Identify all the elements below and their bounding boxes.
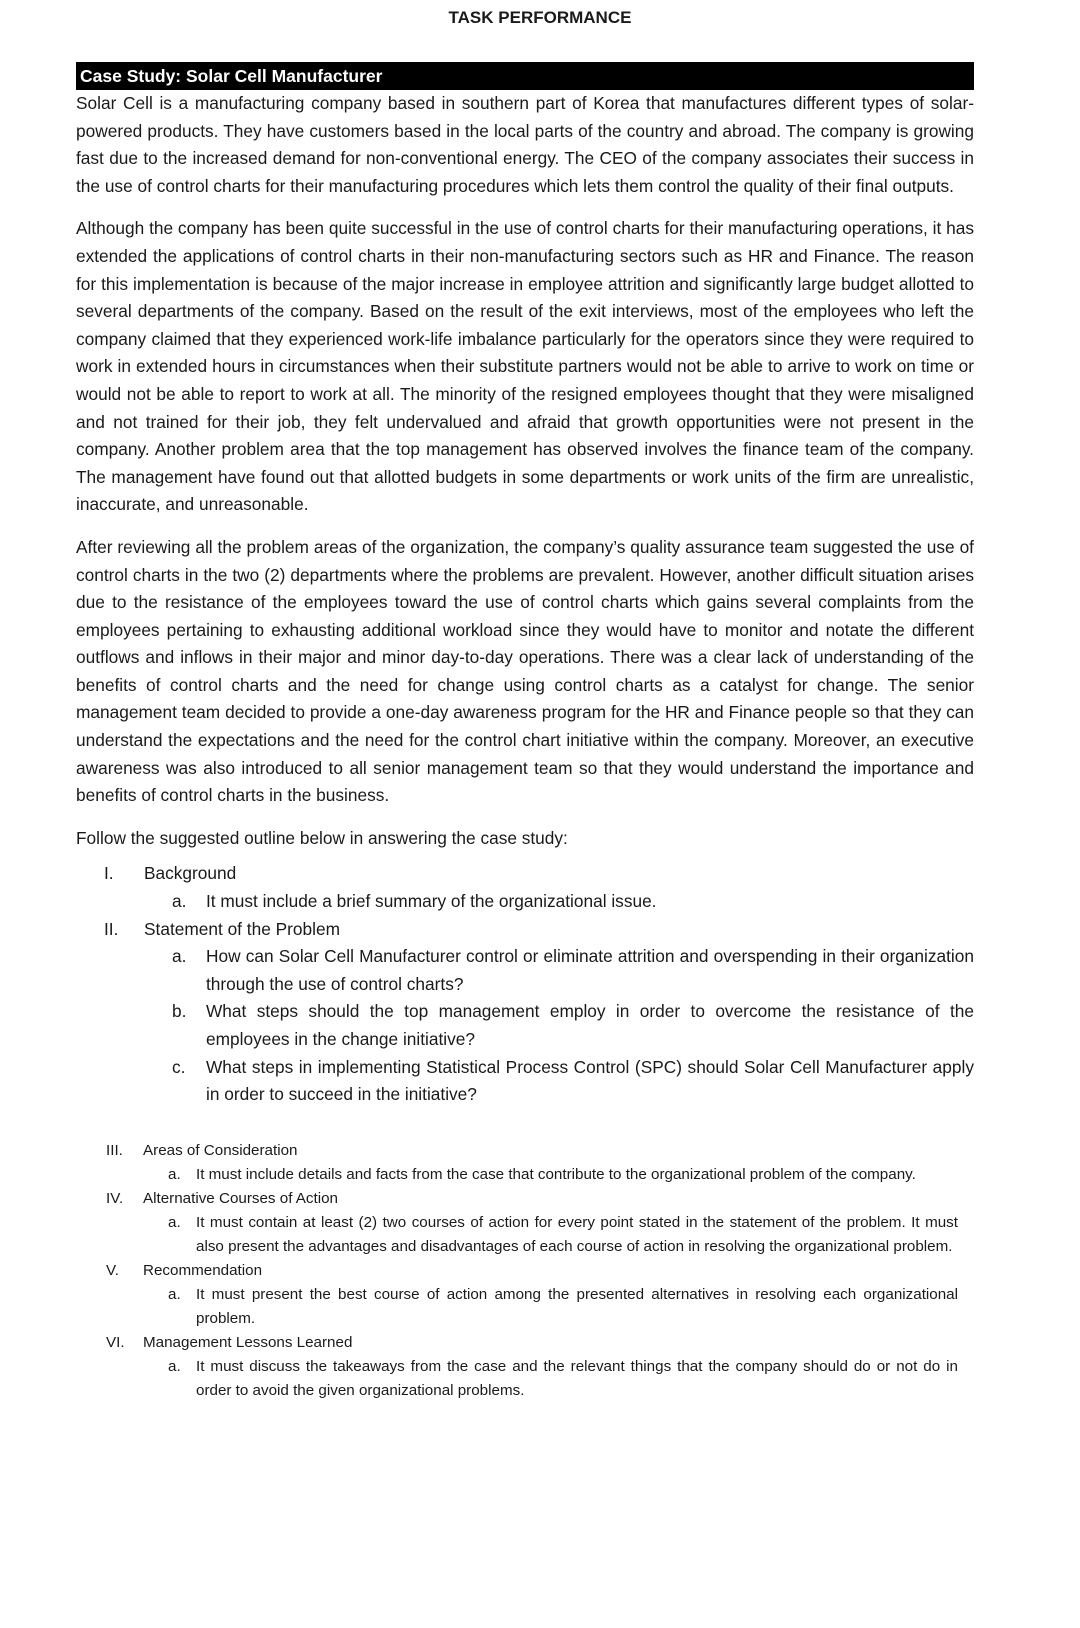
section-label: Statement of the Problem: [144, 918, 340, 939]
item-letter: b.: [172, 1001, 187, 1022]
item-text: What steps should the top management employ in order to overcome the resistance of the employees in the change initiative?: [206, 1001, 974, 1049]
item-text: What steps in implementing Statistical Process Control (SPC) should Solar Cell Manufacturer apply in order to succeed in the initiative?: [206, 1056, 974, 1105]
document-body: [76, 62, 974, 1403]
section-number: IV.: [106, 1189, 124, 1207]
section-label: Recommendation: [143, 1261, 263, 1279]
item-text: It must contain at least (2) two courses of action for every point stated in the statement of the problem. It must also present the advantages and disadvantages of each course of action in resolving the organizational problem.: [196, 1213, 958, 1255]
item-letter: a.: [168, 1285, 181, 1303]
item-text: It must discuss the takeaways from the case and the relevant things that the company should do or not do in order to avoid the given organizational problems.: [196, 1357, 958, 1399]
section-number: II.: [104, 918, 119, 939]
section-label: Management Lessons Learned: [143, 1333, 353, 1351]
paragraph: Solar Cell is a manufacturing company based in southern part of Korea that manufactures different types of solar-powered products. They have customers based in the local parts of the country and abroad. The company is growing fast due to the increased demand for non-conventional energy. The CEO of the company associates their success in the use of control charts for their manufacturing procedures which lets them control the quality of their final outputs.: [76, 93, 974, 196]
outline-section: [76, 1331, 974, 1355]
outline-item: [76, 998, 974, 1053]
outline-item: [76, 1054, 974, 1109]
outline-item: [76, 888, 974, 916]
outline-section: [76, 860, 974, 888]
outline-section: [76, 916, 974, 944]
item-letter: a.: [168, 1213, 181, 1231]
item-letter: a.: [172, 946, 187, 967]
section-number: VI.: [106, 1333, 125, 1351]
item-text: It must include a brief summary of the organizational issue.: [206, 891, 657, 912]
case-study-header: Case Study: Solar Cell Manufacturer: [76, 62, 974, 90]
section-number: III.: [106, 1141, 123, 1159]
outline-item: [76, 943, 974, 998]
item-text: How can Solar Cell Manufacturer control or eliminate attrition and overspending in their organization through the use of control charts?: [206, 946, 974, 994]
item-letter: c.: [172, 1056, 186, 1077]
item-letter: a.: [168, 1165, 181, 1183]
paragraph: After reviewing all the problem areas of the organization, the company’s quality assurance team suggested the use of control charts in the two (2) departments where the problems are prevalent. However, another difficult situation arises due to the resistance of the employees toward the use of control charts which gains several complaints from the employees pertaining to exhausting additional workload since they would have to monitor and notate the different outflows and inflows in their major and minor day-to-day operations. There was a clear lack of understanding of the benefits of control charts and the need for change using control charts as a catalyst for change. The senior management team decided to provide a one-day awareness program for the HR and Finance people so that they can understand the expectations and the need for the control chart initiative within the company. Moreover, an executive awareness was also introduced to all senior management team so that they would understand the importance and benefits of control charts in the business.: [76, 536, 974, 806]
item-text: It must present the best course of action among the presented alternatives in resolving each organizational problem.: [196, 1285, 958, 1327]
paragraph: Follow the suggested outline below in answering the case study:: [76, 827, 568, 848]
paragraph: Although the company has been quite successful in the use of control charts for their manufacturing operations, it has extended the applications of control charts in their non-manufacturing sectors such as HR and Finance. The reason for this implementation is because of the major increase in employee attrition and significantly large budget allotted to several departments of the company. Based on the result of the exit interviews, most of the employees who left the company claimed that they experienced work-life imbalance particularly for the operators since they were required to work in extended hours in circumstances when their substitute partners would not be able to arrive to work on time or would not be able to report to work at all. The minority of the resigned employees thought that they were misaligned and not trained for their job, they felt undervalued and afraid that growth opportunities were not present in the company. Another problem area that the top management has observed involves the finance team of the company. The management have found out that allotted budgets in some departments or work units of the firm are unrealistic, inaccurate, and unreasonable.: [76, 218, 974, 515]
outline-section: [76, 1259, 974, 1283]
section-label: Alternative Courses of Action: [143, 1189, 339, 1207]
section-label: Areas of Consideration: [143, 1141, 298, 1159]
document-title: TASK PERFORMANCE: [448, 8, 632, 27]
section-number: I.: [104, 863, 114, 884]
item-letter: a.: [172, 891, 187, 912]
item-letter: a.: [168, 1357, 181, 1375]
outline-section: [76, 1187, 974, 1211]
outline-item: [76, 1163, 958, 1187]
outline-section: [76, 1139, 974, 1163]
outline-item: [76, 1211, 958, 1259]
item-text: It must include details and facts from the case that contribute to the organizational problem of the company.: [196, 1165, 916, 1183]
outline-item: [76, 1283, 958, 1331]
section-number: V.: [106, 1261, 119, 1279]
outline-item: [76, 1355, 958, 1403]
outline-part-1: [76, 860, 974, 1108]
outline-part-2: [76, 1139, 974, 1403]
section-label: Background: [144, 863, 237, 884]
